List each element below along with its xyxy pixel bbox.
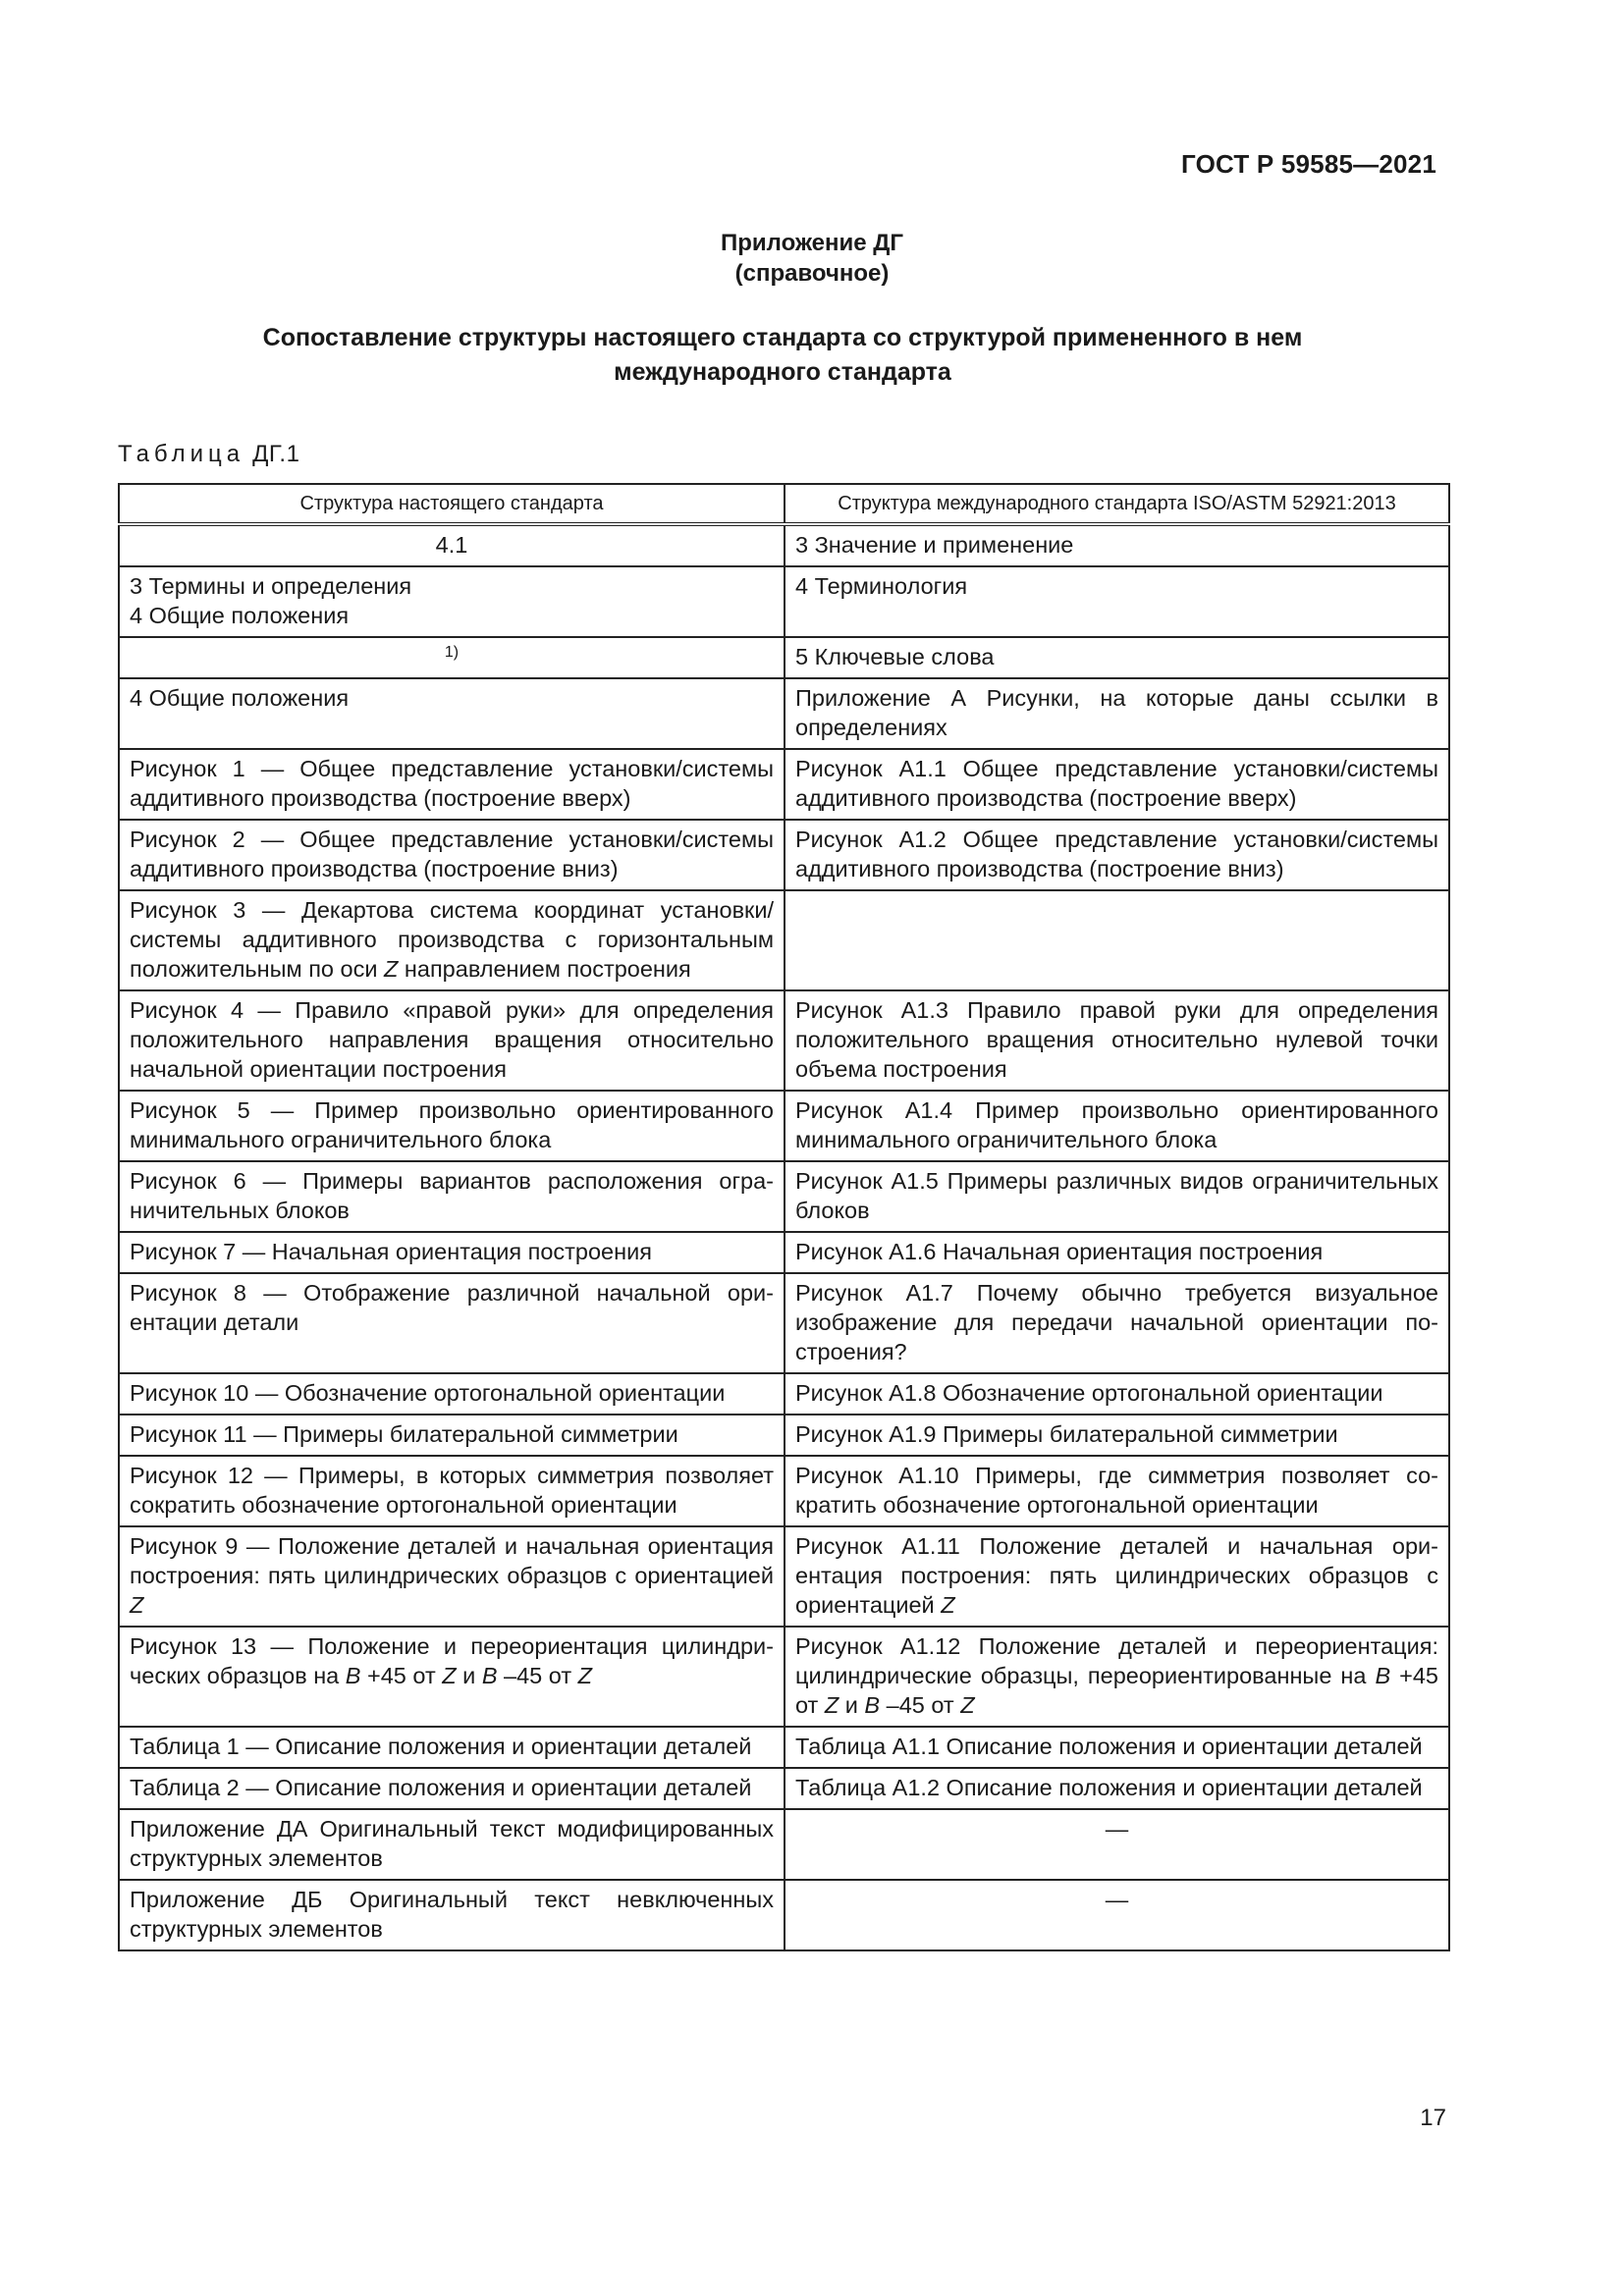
table-cell-left: Таблица 2 — Описание положения и ориентации деталей xyxy=(119,1768,785,1809)
header-current-standard: Структура настоящего стандарта xyxy=(119,484,785,524)
table-cell-left: Приложение ДА Оригинальный текст модифицированных структурных элементов xyxy=(119,1809,785,1880)
table-row xyxy=(119,566,1449,637)
table-row xyxy=(119,1091,1449,1161)
table-cell-right: Рисунок А1.10 Примеры, где симметрия позволяет сократить обозначение ортогональной ориентации xyxy=(785,1456,1449,1526)
table-cell-left xyxy=(119,1627,785,1727)
cell-text: –45 от xyxy=(497,1663,578,1688)
cell-text: Рисунок А1.11 Положение деталей и начальная ориентация построения: пять цилиндрических образцов с ориентацией xyxy=(795,1533,1438,1618)
table-cell-right-dash: — xyxy=(785,1880,1449,1950)
table-cell-left: Рисунок 2 — Общее представление установки/системы аддитивного производства (построение вниз) xyxy=(119,820,785,890)
table-cell-right xyxy=(785,1627,1449,1727)
page-title-line-2: международного стандарта xyxy=(614,358,951,386)
table-row xyxy=(119,820,1449,890)
axis-z: Z xyxy=(577,1663,592,1688)
table-row xyxy=(119,1727,1449,1768)
table-row xyxy=(119,1809,1449,1880)
table-cell-right: Рисунок А1.9 Примеры билатеральной симметрии xyxy=(785,1415,1449,1456)
table-cell-right: Рисунок А1.1 Общее представление установки/системы аддитивного производства (построение вверх) xyxy=(785,749,1449,820)
table-cell-left: Рисунок 1 — Общее представление установки/системы аддитивного производства (построение вверх) xyxy=(119,749,785,820)
table-row xyxy=(119,990,1449,1091)
table-cell-right: Таблица А1.1 Описание положения и ориентации деталей xyxy=(785,1727,1449,1768)
table-cell-left: Рисунок 6 — Примеры вариантов расположения ограничительных блоков xyxy=(119,1161,785,1232)
table-header-row xyxy=(119,484,1449,524)
axis-z: Z xyxy=(941,1592,955,1618)
table-row xyxy=(119,749,1449,820)
table-row xyxy=(119,1415,1449,1456)
table-caption xyxy=(118,441,299,468)
axis-b: B xyxy=(345,1663,361,1688)
table-cell-right: 5 Ключевые слова xyxy=(785,637,1449,678)
table-row xyxy=(119,1880,1449,1950)
table-row xyxy=(119,678,1449,749)
comparison-table xyxy=(118,483,1450,1951)
table-row xyxy=(119,1768,1449,1809)
table-cell-right: Приложение А Рисунки, на которые даны ссылки в определениях xyxy=(785,678,1449,749)
axis-z: Z xyxy=(130,1592,144,1618)
table-cell-right-dash: — xyxy=(785,1809,1449,1880)
table-row xyxy=(119,1161,1449,1232)
axis-b: B xyxy=(481,1663,498,1688)
cell-text: направлением построения xyxy=(398,956,691,982)
table-cell-left: Рисунок 8 — Отображение различной начальной ориентации детали xyxy=(119,1273,785,1373)
table-cell-left: Рисунок 10 — Обозначение ортогональной ориентации xyxy=(119,1373,785,1415)
cell-text: Рисунок 13 — Положение и переориентация цилиндрических образцов на xyxy=(130,1633,774,1688)
page-title xyxy=(118,321,1447,390)
table-row xyxy=(119,1627,1449,1727)
table-cell-right: Рисунок А1.5 Примеры различных видов ограничительных блоков xyxy=(785,1161,1449,1232)
table-cell-right: Таблица А1.2 Описание положения и ориентации деталей xyxy=(785,1768,1449,1809)
cell-text: и xyxy=(839,1692,865,1718)
footnote-reference: 1) xyxy=(119,637,785,678)
table-cell-left: Приложение ДБ Оригинальный текст невключенных структурных элементов xyxy=(119,1880,785,1950)
page-number: 17 xyxy=(1420,2105,1446,2131)
table-cell-right: Рисунок А1.4 Пример произвольно ориентированного минимального ограничительного блока xyxy=(785,1091,1449,1161)
table-row xyxy=(119,890,1449,990)
table-row xyxy=(119,1456,1449,1526)
cell-text: Рисунок 3 — Декартова система координат установки/системы аддитивного производства с горизонтальным положительным по оси xyxy=(130,897,774,982)
table-cell-left: Рисунок 7 — Начальная ориентация построения xyxy=(119,1232,785,1273)
cell-text: и xyxy=(456,1663,482,1688)
table-cell-right: Рисунок А1.6 Начальная ориентация построения xyxy=(785,1232,1449,1273)
table-cell-right-empty xyxy=(785,890,1449,990)
cell-text: Рисунок А1.12 Положение деталей и переориентация: цилиндрические образцы, переориентированные на xyxy=(795,1633,1438,1688)
table-caption-label: Таблица xyxy=(118,441,245,467)
annex-subtitle: (справочное) xyxy=(734,260,890,287)
table-cell-right: Рисунок А1.8 Обозначение ортогональной ориентации xyxy=(785,1373,1449,1415)
table-cell-left xyxy=(119,1526,785,1627)
axis-z: Z xyxy=(384,956,399,982)
table-cell-right: Рисунок А1.7 Почему обычно требуется визуальное изображение для передачи начальной ориентации построения? xyxy=(785,1273,1449,1373)
table-caption-number: ДГ.1 xyxy=(252,441,300,467)
axis-b: B xyxy=(1375,1663,1391,1688)
table-cell-left: Рисунок 12 — Примеры, в которых симметрия позволяет сократить обозначение ортогональной ориентации xyxy=(119,1456,785,1526)
document-code: ГОСТ Р 59585—2021 xyxy=(1181,149,1436,179)
table-cell-right: 4 Терминология xyxy=(785,566,1449,637)
table-cell-left: Таблица 1 — Описание положения и ориентации деталей xyxy=(119,1727,785,1768)
axis-z: Z xyxy=(960,1692,975,1718)
table-cell-left: Рисунок 11 — Примеры билатеральной симметрии xyxy=(119,1415,785,1456)
cell-line: 4 Общие положения xyxy=(130,603,350,628)
table-row xyxy=(119,1232,1449,1273)
cell-text: +45 от xyxy=(360,1663,443,1688)
cell-text: +45 от xyxy=(795,1663,1438,1718)
cell-text: Рисунок 9 — Положение деталей и начальная ориентация построения: пять цилиндрических образцов с ориентацией xyxy=(130,1533,774,1588)
axis-z: Z xyxy=(824,1692,839,1718)
axis-z: Z xyxy=(442,1663,457,1688)
table-cell-left: 4 Общие положения xyxy=(119,678,785,749)
annex-heading xyxy=(0,228,1624,289)
table-cell-left: Рисунок 4 — Правило «правой руки» для определения положительного направления вращения относительно начальной ориентации построения xyxy=(119,990,785,1091)
table-cell-right: 3 Значение и применение xyxy=(785,524,1449,566)
table-cell-right: Рисунок А1.2 Общее представление установки/системы аддитивного производства (построение вниз) xyxy=(785,820,1449,890)
axis-b: B xyxy=(864,1692,881,1718)
table-row xyxy=(119,1526,1449,1627)
table-cell-right: Рисунок А1.3 Правило правой руки для определения положительного вращения относительно нулевой точки объема построения xyxy=(785,990,1449,1091)
table-cell-left: 4.1 xyxy=(119,524,785,566)
table-cell-left xyxy=(119,890,785,990)
table-row xyxy=(119,524,1449,566)
cell-text: –45 от xyxy=(880,1692,961,1718)
table-row xyxy=(119,1373,1449,1415)
table-row xyxy=(119,1273,1449,1373)
annex-title: Приложение ДГ xyxy=(721,230,903,256)
header-international-standard: Структура международного стандарта ISO/ASTM 52921:2013 xyxy=(785,484,1449,524)
table-cell-left: Рисунок 5 — Пример произвольно ориентированного минимального ограничительного блока xyxy=(119,1091,785,1161)
table-cell-left xyxy=(119,566,785,637)
page-title-line-1: Сопоставление структуры настоящего стандарта со структурой примененного в нем xyxy=(262,324,1303,351)
table-cell-right xyxy=(785,1526,1449,1627)
cell-line: 3 Термины и определения xyxy=(130,573,412,599)
table-row xyxy=(119,637,1449,678)
